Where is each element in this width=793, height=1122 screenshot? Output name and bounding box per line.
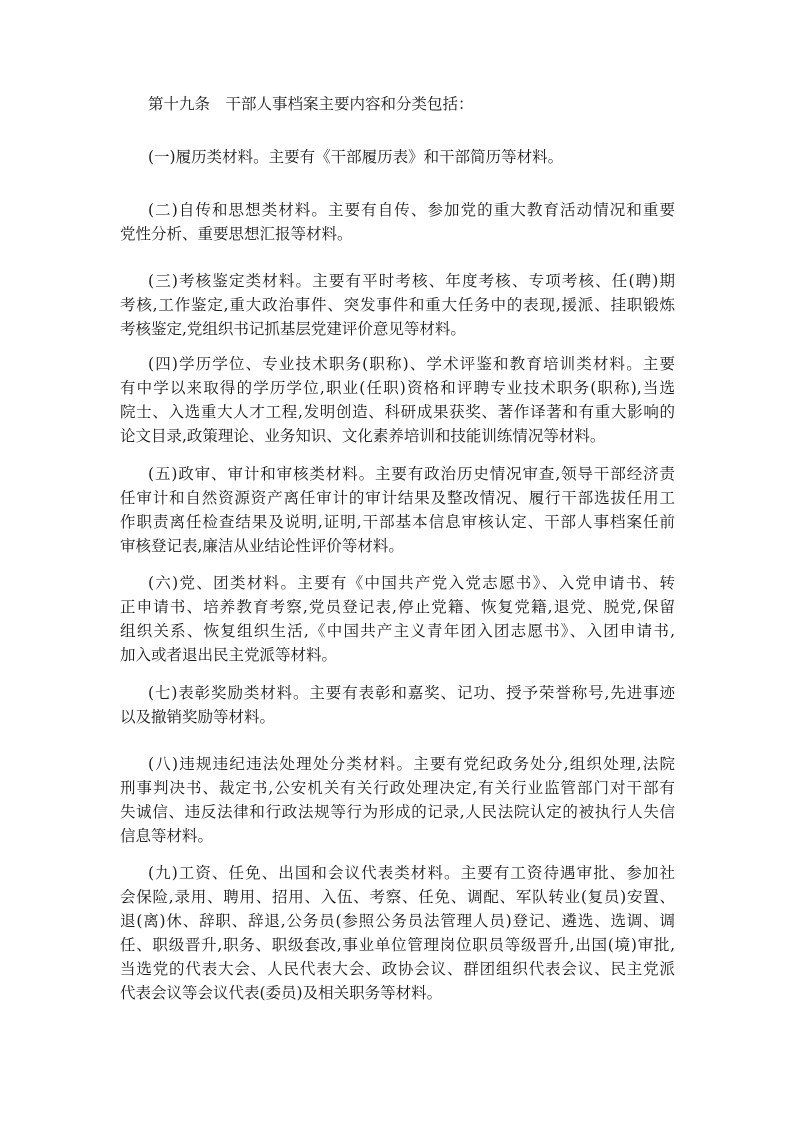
section-line: 论文目录,政策理论、业务知识、文化素养培训和技能训练情况等材料。	[120, 427, 606, 445]
section-line: 以及撤销奖励等材料。	[120, 708, 276, 726]
section-line: (四)学历学位、专业技术职务(职称)、学术评鉴和教育培训类材料。主要	[148, 355, 675, 373]
section-4	[120, 352, 675, 448]
section-line: 刑事判决书、裁定书,公安机关有关行政处理决定,有关行业监管部门对干部有	[120, 779, 675, 797]
section-line: 信息等材料。	[120, 827, 214, 845]
section-2	[120, 198, 675, 246]
section-line: 审核登记表,廉洁从业结论性评价等材料。	[120, 537, 404, 555]
section-line: 任、职级晋升,职务、职级套改,事业单位管理岗位职员等级晋升,出国(境)审批,	[120, 936, 675, 954]
section-line: (六)党、团类材料。主要有《中国共产党入党志愿书》、入党申请书、转	[148, 574, 675, 592]
section-3	[120, 269, 675, 341]
section-6	[120, 571, 675, 667]
section-line: 退(离)休、辞职、辞退,公务员(参照公务员法管理人员)登记、遴选、选调、调	[120, 912, 675, 930]
section-line: (五)政审、审计和审核类材料。主要有政治历史情况审查,领导干部经济责	[148, 465, 675, 483]
section-line: (九)工资、任免、出国和会议代表类材料。主要有工资待遇审批、参加社	[148, 864, 675, 882]
section-line: 考核鉴定,党组织书记抓基层党建评价意见等材料。	[120, 320, 466, 338]
article-heading: 第十九条 干部人事档案主要内容和分类包括：	[148, 95, 474, 113]
section-1	[120, 145, 675, 169]
section-7	[120, 681, 675, 729]
section-line: 正申请书、培养教育考察,党员登记表,停止党籍、恢复党籍,退党、脱党,保留	[120, 598, 675, 616]
section-line: (一)履历类材料。主要有《干部履历表》和干部简历等材料。	[148, 148, 564, 166]
section-line: (七)表彰奖励类材料。主要有表彰和嘉奖、记功、授予荣誉称号,先进事迹	[148, 684, 675, 702]
section-line: 作职责离任检查结果及说明,证明,干部基本信息审核认定、干部人事档案任前	[120, 513, 675, 531]
section-line: 有中学以来取得的学历学位,职业(任职)资格和评聘专业技术职务(职称),当选	[120, 379, 675, 397]
section-8	[120, 752, 675, 848]
section-line: 党性分析、重要思想汇报等材料。	[120, 225, 353, 243]
section-line: 失诚信、违反法律和行政法规等行为形成的记录,人民法院认定的被执行人失信	[120, 803, 675, 821]
section-line: 加入或者退出民主党派等材料。	[120, 646, 338, 664]
section-9	[120, 861, 675, 1005]
section-line: 组织关系、恢复组织生活,《中国共产主义青年团入团志愿书》、入团申请书,	[120, 622, 675, 640]
section-line: 考核,工作鉴定,重大政治事件、突发事件和重大任务中的表现,援派、挂职锻炼	[120, 296, 675, 314]
section-line: (三)考核鉴定类材料。主要有平时考核、年度考核、专项考核、任(聘)期	[148, 272, 675, 290]
section-line: 当选党的代表大会、人民代表大会、政协会议、群团组织代表会议、民主党派	[120, 960, 675, 978]
section-5	[120, 462, 675, 558]
section-line: 会保险,录用、聘用、招用、入伍、考察、任免、调配、军队转业(复员)安置、	[120, 888, 675, 906]
section-line: (二)自传和思想类材料。主要有自传、参加党的重大教育活动情况和重要	[148, 201, 675, 219]
section-line: 任审计和自然资源资产离任审计的审计结果及整改情况、履行干部选拔任用工	[120, 489, 675, 507]
section-line: (八)违规违纪违法处理处分类材料。主要有党纪政务处分,组织处理,法院	[148, 755, 675, 773]
section-line: 院士、入选重大人才工程,发明创造、科研成果获奖、著作译著和有重大影响的	[120, 403, 675, 421]
section-line: 代表会议等会议代表(委员)及相关职务等材料。	[120, 984, 443, 1002]
